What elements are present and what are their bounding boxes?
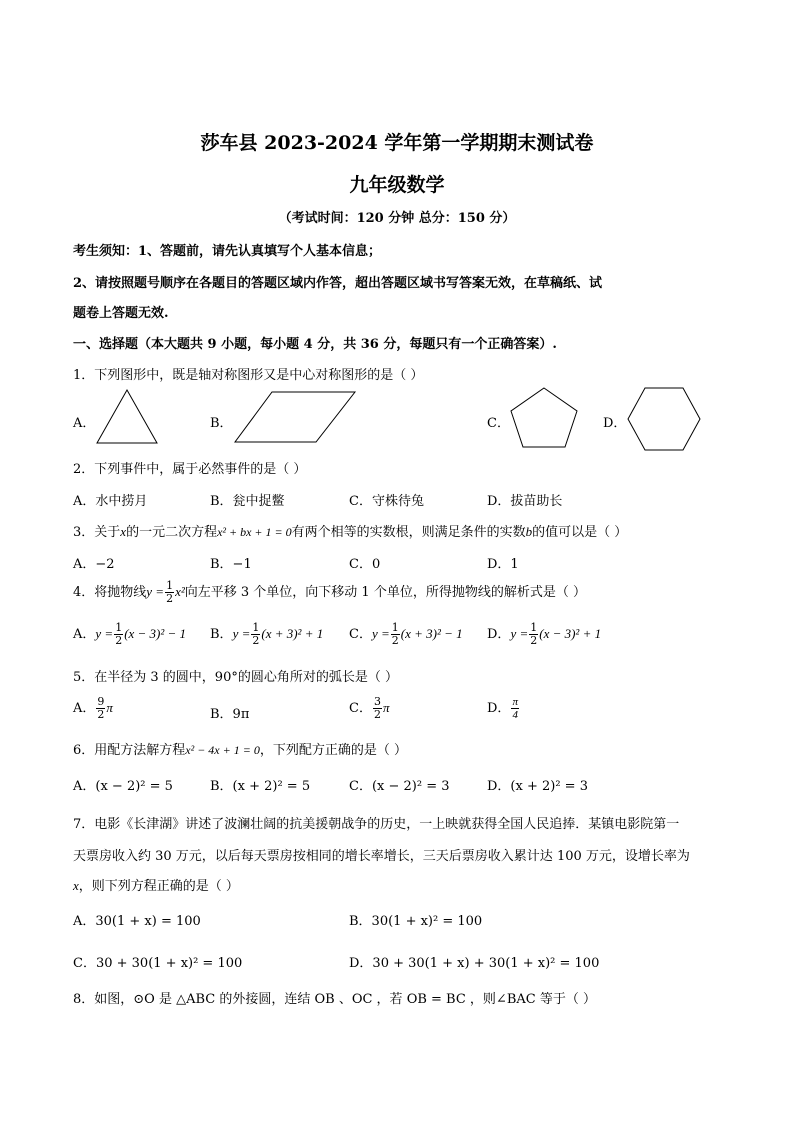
question-1-stem: 1．下列图形中，既是轴对称图形又是中心对称图形的是（ ） — [73, 368, 424, 383]
question-1-option-d: D． — [603, 416, 627, 431]
question-3-option-c: C．0 — [349, 557, 381, 572]
question-8-stem: 8．如图，⊙O 是 △ABC 的外接圆，连结 OB 、OC ，若 OB = BC ，则∠BAC 等于（ ） — [73, 992, 596, 1007]
question-2-option-c: C．守株待兔 — [349, 494, 424, 509]
question-7-option-d: D．30 + 30(1 + x) + 30(1 + x)² = 100 — [349, 956, 600, 971]
question-5-option-a: A． $\frac{9}{2}$ π — [73, 695, 113, 721]
page-subtitle: 九年级数学 — [349, 174, 445, 196]
question-5-option-b: B．9π — [210, 707, 250, 722]
question-6-option-b: B．(x + 2)² = 5 — [210, 779, 311, 794]
hexagon-shape — [626, 386, 702, 452]
question-1-option-b: B． — [210, 416, 233, 431]
page-title: 莎车县 2023-2024 学年第一学期期末测试卷 — [200, 132, 594, 154]
question-7-option-a: A．30(1 + x) = 100 — [73, 914, 201, 929]
question-4-stem: 4．将抛物线y = $\frac{1}{2}$ x²向左平移 3 个单位，向下移动 1 个单位，所得抛物线的解析式是（ ） — [73, 579, 586, 605]
question-6-option-d: D．(x + 2)² = 3 — [487, 779, 588, 794]
question-7-line-1: 7．电影《长津湖》讲述了波澜壮阔的抗美援朝战争的历史，一上映就获得全国人民追捧．某镇电影院第一 — [73, 817, 680, 832]
pentagon-shape — [508, 386, 580, 450]
section-heading: 一、选择题（本大题共 9 小题，每小题 4 分，共 36 分，每题只有一个正确答案）. — [73, 337, 557, 352]
question-3-option-b: B．−1 — [210, 557, 252, 572]
question-1-option-c: C． — [487, 416, 510, 431]
notice-line-2: 2、请按照题号顺序在各题目的答题区域内作答，超出答题区域书写答案无效，在草稿纸、试 — [73, 276, 603, 291]
question-3-option-d: D．1 — [487, 557, 519, 572]
question-3-option-a: A．−2 — [73, 557, 115, 572]
question-6-option-a: A．(x − 2)² = 5 — [73, 779, 173, 794]
question-2-option-b: B．瓮中捉鳖 — [210, 494, 285, 509]
question-5-option-d: D． $\frac{\pi}{4}$ — [487, 696, 518, 721]
question-7-line-3: x，则下列方程正确的是（ ） — [73, 878, 239, 894]
exam-info: （考试时间：120 分钟 总分：150 分） — [278, 211, 516, 226]
question-4-option-c: C．y = $\frac{1}{2}$ (x + 3)² − 1 — [349, 621, 463, 647]
question-4-option-b: B．y = $\frac{1}{2}$ (x + 3)² + 1 — [210, 621, 324, 647]
question-1-option-a: A． — [73, 416, 96, 431]
question-2-option-d: D．拔苗助长 — [487, 494, 563, 509]
question-6-option-c: C．(x − 2)² = 3 — [349, 779, 450, 794]
question-3-stem: 3．关于x的一元二次方程x² + bx + 1 = 0有两个相等的实数根，则满足条件的实数b的值可以是（ ） — [73, 524, 628, 540]
notice-line-3: 题卷上答题无效. — [73, 306, 169, 321]
triangle-shape — [94, 388, 160, 446]
question-2-option-a: A．水中捞月 — [73, 494, 148, 509]
question-2-stem: 2．下列事件中，属于必然事件的是（ ） — [73, 462, 307, 477]
question-4-option-a: A．y = $\frac{1}{2}$ (x − 3)² − 1 — [73, 621, 187, 647]
question-7-option-c: C．30 + 30(1 + x)² = 100 — [73, 956, 243, 971]
notice-line-1: 考生须知：1、答题前，请先认真填写个人基本信息； — [73, 244, 382, 259]
question-7-option-b: B．30(1 + x)² = 100 — [349, 914, 483, 929]
question-5-option-c: C． $\frac{3}{2}$ π — [349, 695, 390, 721]
question-5-stem: 5．在半径为 3 的圆中，90°的圆心角所对的弧长是（ ） — [73, 670, 398, 685]
question-4-option-d: D．y = $\frac{1}{2}$ (x − 3)² + 1 — [487, 621, 602, 647]
question-7-line-2: 天票房收入约 30 万元，以后每天票房按相同的增长率增长，三天后票房收入累计达 100 万元，设增长率为 — [73, 849, 690, 864]
parallelogram-shape — [232, 390, 358, 444]
question-6-stem: 6．用配方法解方程x² − 4x + 1 = 0，下列配方正确的是（ ） — [73, 743, 407, 758]
